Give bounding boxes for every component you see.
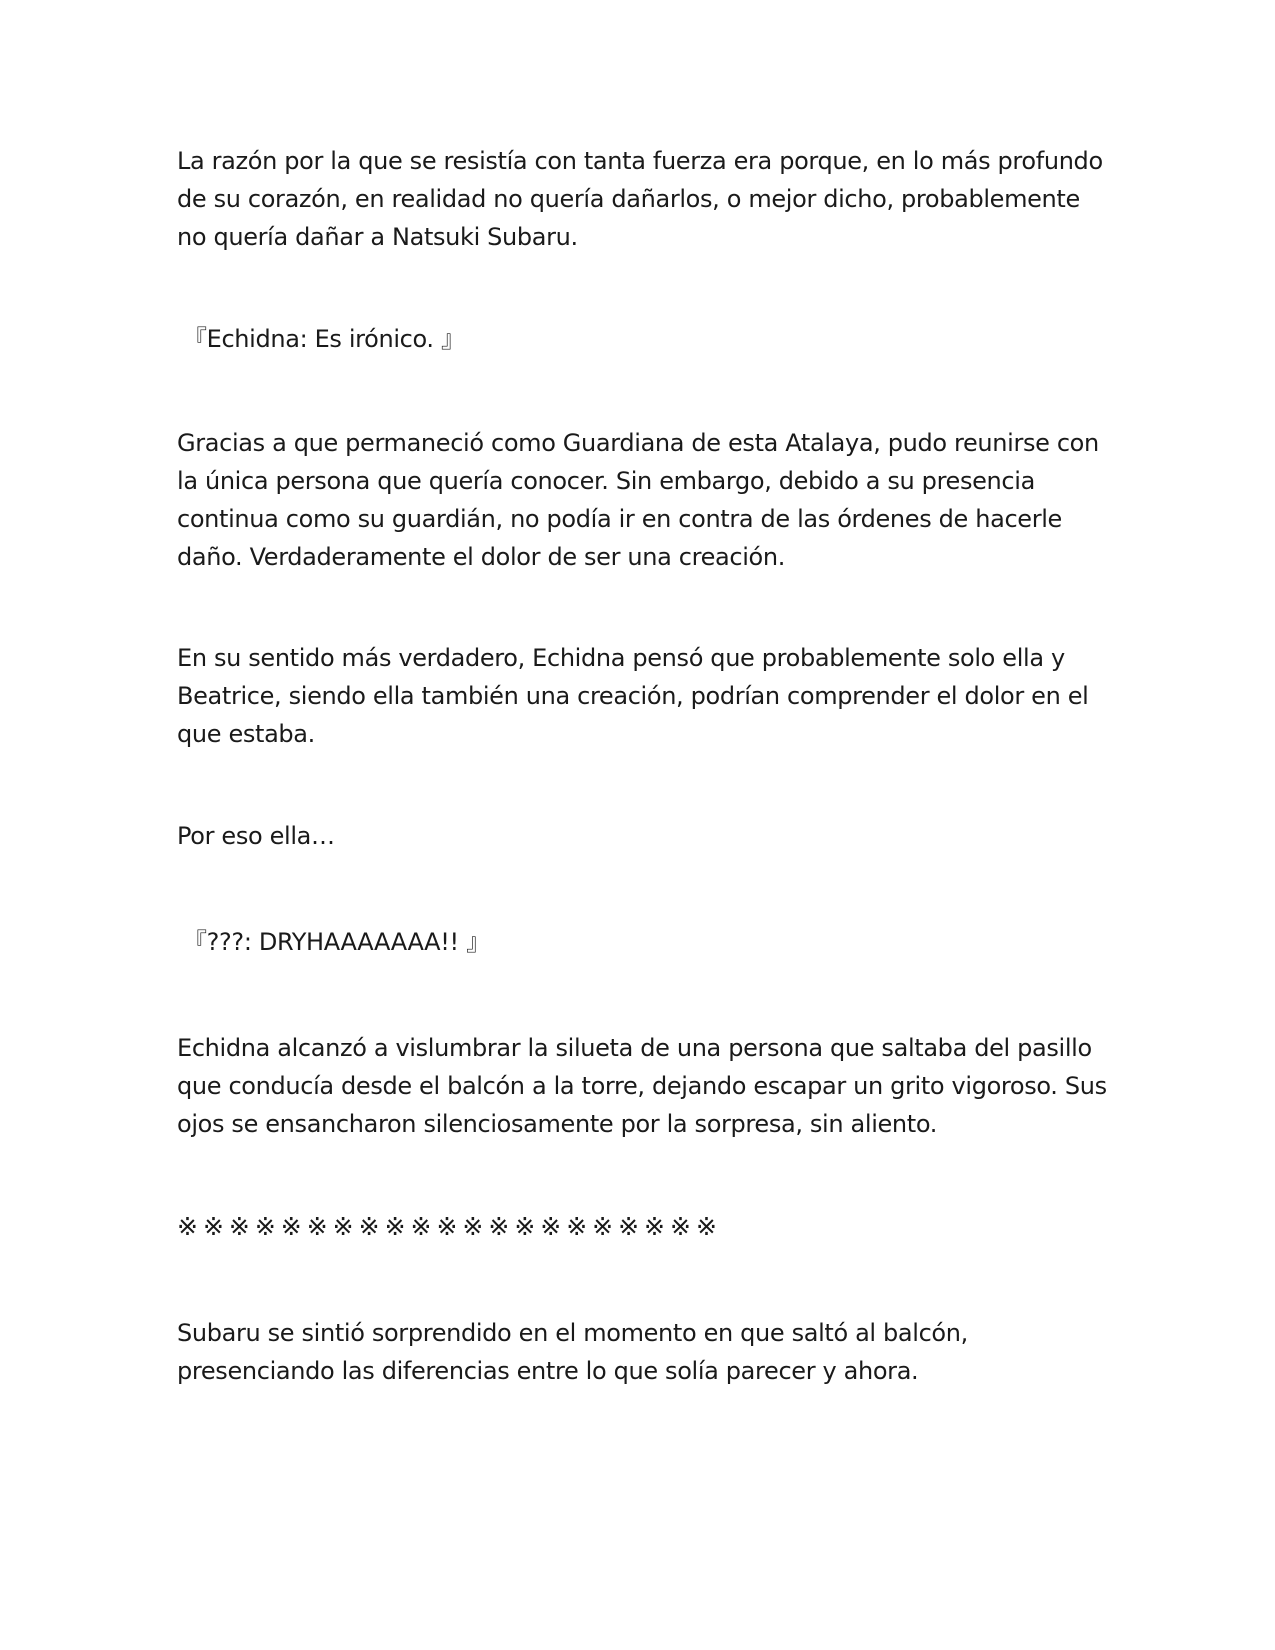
paragraph-guardian: Gracias a que permaneció como Guardiana de esta Atalaya, pudo reunirse con la única persona que quería conocer. Sin embargo, debido a su presencia continua como su guardián, no podía ir en contra de las órdenes de hacerle daño. Verdaderamente el dolor de ser una creación. — [177, 429, 1099, 571]
paragraph-por-eso: Por eso ella… — [177, 822, 335, 850]
paragraph-beatrice: En su sentido más verdadero, Echidna pensó que probablemente solo ella y Beatrice, siendo ella también una creación, podrían comprender el dolor en el que estaba. — [177, 644, 1089, 748]
paragraph-subaru-balcony: Subaru se sintió sorprendido en el momento en que saltó al balcón, presenciando las diferencias entre lo que solía parecer y ahora. — [177, 1319, 968, 1385]
dialogue-echidna-ironic: 『Echidna: Es irónico. 』 — [183, 325, 465, 353]
dialogue-unknown-shout: 『???: DRYHAAAAAAA!! 』 — [183, 928, 490, 956]
paragraph-silhouette: Echidna alcanzó a vislumbrar la silueta de una persona que saltaba del pasillo que conducía desde el balcón a la torre, dejando escapar un grito vigoroso. Sus ojos se ensancharon silenciosamente por la sorpresa, sin aliento. — [177, 1034, 1107, 1138]
paragraph-resistance: La razón por la que se resistía con tanta fuerza era porque, en lo más profundo de su corazón, en realidad no quería dañarlos, o mejor dicho, probablemente no quería dañar a Natsuki Subaru. — [177, 147, 1103, 251]
scene-separator: ※※※※※※※※※※※※※※※※※※※※※ — [177, 1212, 722, 1241]
